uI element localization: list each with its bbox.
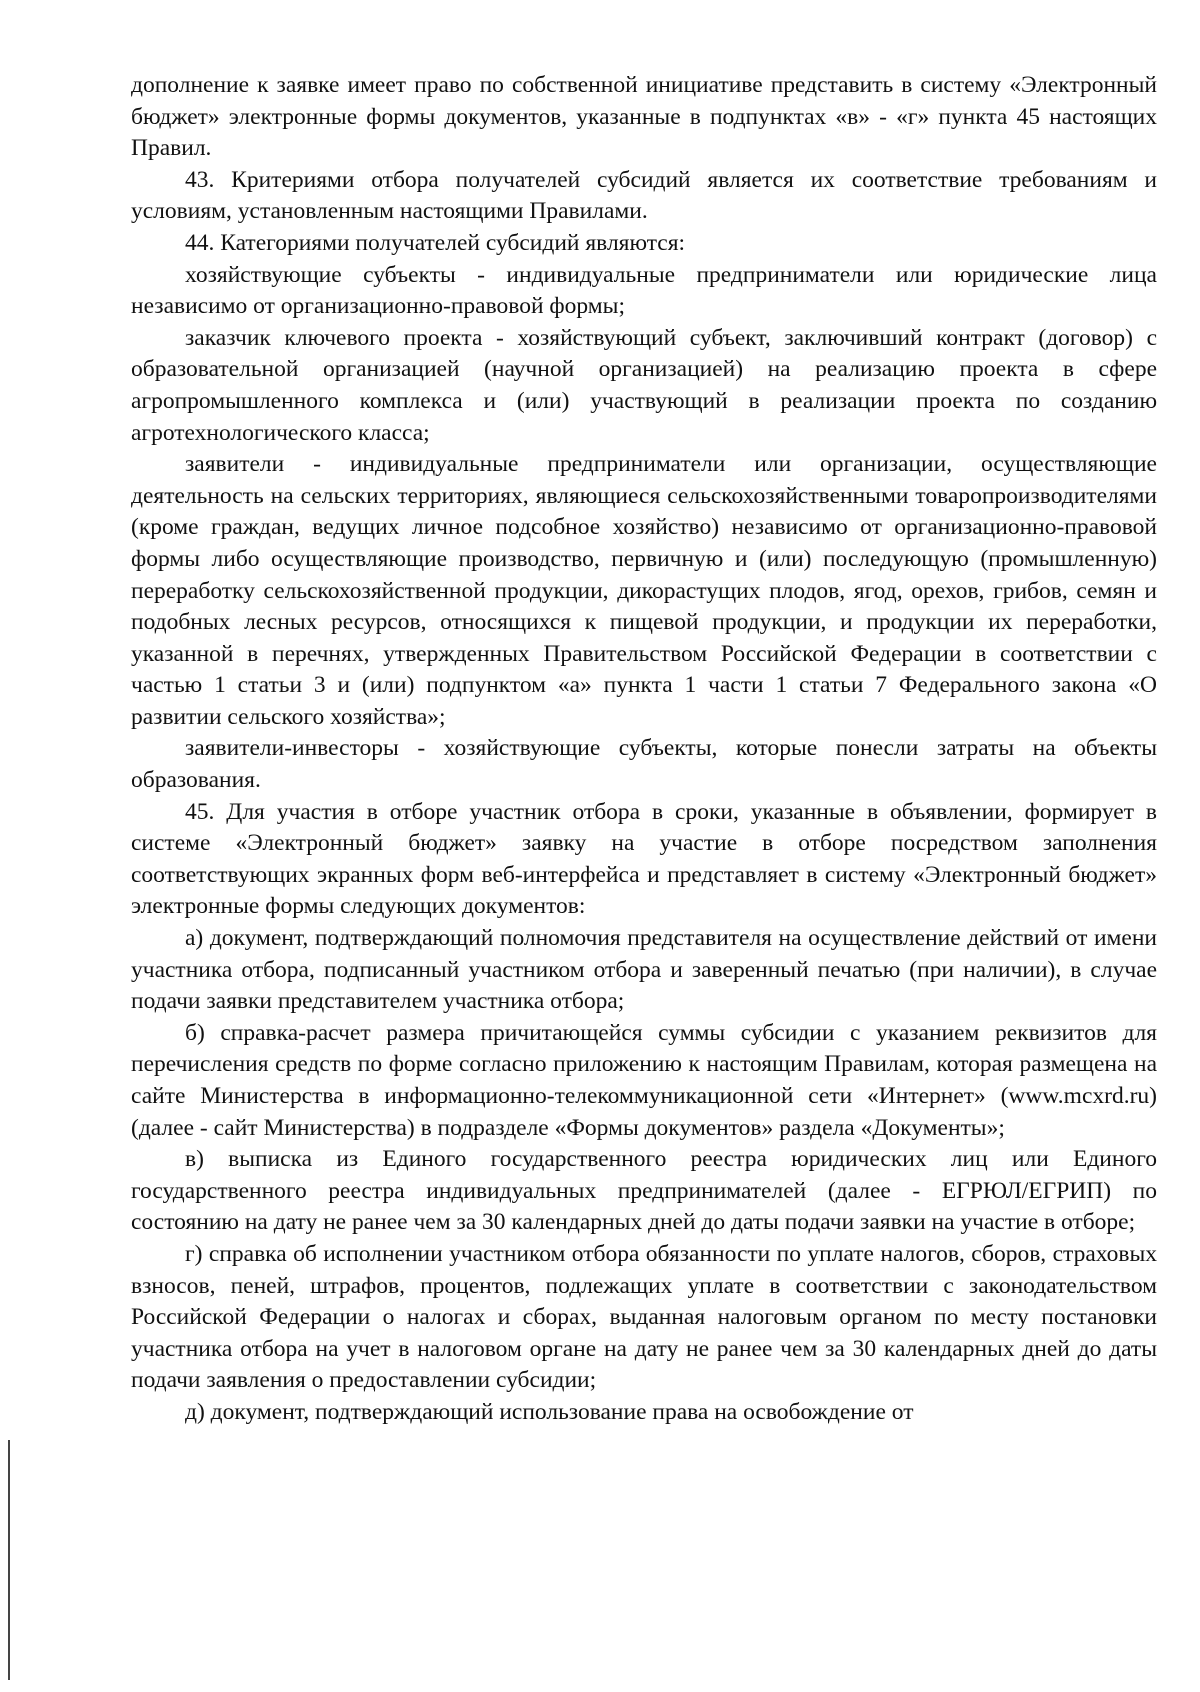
paragraph-subitem-a: а) документ, подтверждающий полномочия представителя на осуществление действий от имени участника отбора, подписанный участником отбора и заверенный печатью (при наличии), в случае подачи заявки представителем участника отбора;: [131, 925, 1157, 1015]
paragraph-item-44: 44. Категориями получателей субсидий являются:: [185, 229, 686, 256]
paragraph-subitem-d: д) документ, подтверждающий использование права на освобождение от: [185, 1398, 914, 1425]
paragraph-item-43: 43. Критериями отбора получателей субсидий является их соответствие требованиям и условиям, установленным настоящими Правилами.: [131, 166, 1157, 225]
paragraph-subitem-b: б) справка-расчет размера причитающейся суммы субсидии с указанием реквизитов для перечисления средств по форме согласно приложению к настоящим Правилам, которая размещена на сайте Министерства в информационно-телекоммуникационной сети «Интернет» (www.mcxrd.ru) (далее - сайт Министерства) в подразделе «Формы документов» раздела «Документы»;: [131, 1019, 1157, 1141]
paragraph-continuation: дополнение к заявке имеет право по собственной инициативе представить в систему «Электронный бюджет» электронные формы документов, указанные в подпунктах «в» - «г» пункта 45 настоящих Правил.: [131, 72, 1157, 162]
paragraph-category-applicants: заявители - индивидуальные предприниматели или организации, осуществляющие деятельность на сельских территориях, являющиеся сельскохозяйственными товаропроизводителями (кроме граждан, ведущих личное подсобное хозяйство) независимо от организационно-правовой формы либо осуществляющие производство, первичную и (или) последующую (промышленную) переработку сельскохозяйственной продукции, дикорастущих плодов, ягод, орехов, грибов, семян и подобных лесных ресурсов, относящихся к пищевой продукции, и продукции их переработки, указанной в перечнях, утвержденных Правительством Российской Федерации в соответствии с частью 1 статьи 3 и (или) подпунктом «а» пункта 1 части 1 статьи 7 Федерального закона «О развитии сельского хозяйства»;: [131, 451, 1157, 730]
paragraph-item-45: 45. Для участия в отборе участник отбора в сроки, указанные в объявлении, формирует в системе «Электронный бюджет» заявку на участие в отборе посредством заполнения соответствующих экранных форм веб-интерфейса и представляет в систему «Электронный бюджет» электронные формы следующих документов:: [131, 798, 1157, 920]
paragraph-subitem-v: в) выписка из Единого государственного реестра юридических лиц или Единого государственного реестра индивидуальных предпринимателей (далее - ЕГРЮЛ/ЕГРИП) по состоянию на дату не ранее чем за 30 календарных дней до даты подачи заявки на участие в отборе;: [131, 1146, 1157, 1236]
paragraph-subitem-g: г) справка об исполнении участником отбора обязанности по уплате налогов, сборов, страховых взносов, пеней, штрафов, процентов, подлежащих уплате в соответствии с законодательством Российской Федерации о налогах и сборах, выданная налоговым органом по месту постановки участника отбора на учет в налоговом органе на дату не ранее чем за 30 календарных дней до даты подачи заявления о предоставлении субсидии;: [131, 1240, 1157, 1394]
scan-edge-line: [8, 1440, 10, 1680]
paragraph-category-investors: заявители-инвесторы - хозяйствующие субъекты, которые понесли затраты на объекты образования.: [131, 735, 1157, 794]
paragraph-category-customer: заказчик ключевого проекта - хозяйствующий субъект, заключивший контракт (договор) с образовательной организацией (научной организацией) на реализацию проекта в сфере агропромышленного комплекса и (или) участвующий в реализации проекта по созданию агротехнологического класса;: [131, 324, 1157, 446]
paragraph-category-business: хозяйствующие субъекты - индивидуальные предприниматели или юридические лица независимо от организационно-правовой формы;: [131, 261, 1157, 320]
document-page: [131, 70, 1157, 1429]
